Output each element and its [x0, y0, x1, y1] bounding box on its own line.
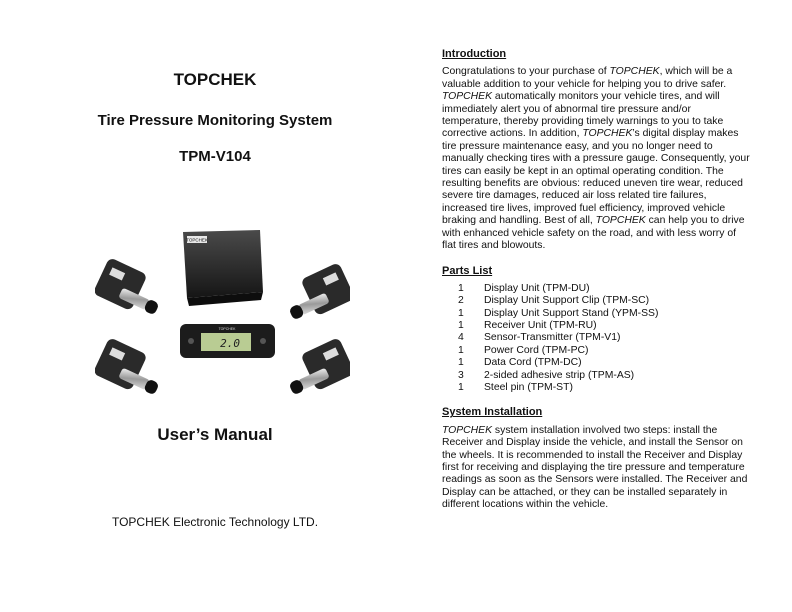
parts-list-item [442, 283, 752, 295]
part-name: Display Unit Support Stand (YPM-SS) [484, 307, 659, 319]
display-unit [180, 324, 275, 358]
receiver-logo: TOPCHEK [186, 237, 208, 243]
display-readout: 2.0 [220, 337, 240, 350]
parts-list [442, 283, 752, 395]
part-quantity: 3 [458, 369, 464, 381]
part-quantity: 1 [458, 307, 464, 319]
part-name: Steel pin (TPM-ST) [484, 382, 573, 394]
display-logo: TOPCHEK [218, 327, 236, 331]
part-name: Data Cord (TPM-DC) [484, 357, 582, 369]
manual-title: User’s Manual [157, 425, 273, 444]
part-name: Sensor-Transmitter (TPM-V1) [484, 332, 621, 344]
brand-name-italic: TOPCHEK [582, 128, 633, 140]
parts-list-item [442, 320, 752, 332]
introduction-heading: Introduction [442, 48, 507, 60]
part-quantity: 1 [458, 357, 464, 369]
receiver-unit [183, 230, 263, 306]
parts-list-item [442, 295, 752, 307]
product-subtitle: Tire Pressure Monitoring System [97, 112, 333, 129]
system-installation-heading: System Installation [442, 406, 543, 419]
text-segment: can help you to drive with enhanced vehicle safety on the road, and with less worry of flat tires and blowouts. [442, 215, 745, 252]
sensor-transmitter-3 [95, 337, 168, 400]
part-quantity: 4 [458, 332, 464, 344]
part-name: Display Unit (TPM-DU) [484, 282, 590, 294]
brand-name-italic: TOPCHEK [442, 424, 493, 436]
part-name: Receiver Unit (TPM-RU) [484, 320, 597, 332]
introduction-text [442, 66, 752, 252]
part-name: Display Unit Support Clip (TPM-SC) [484, 295, 650, 307]
content-column [442, 48, 752, 512]
parts-list-item [442, 308, 752, 320]
model-number: TPM-V104 [179, 148, 251, 165]
system-installation-section [442, 406, 752, 511]
sensor-transmitter-1 [95, 257, 168, 321]
system-installation-text [442, 425, 752, 512]
text-segment: automatically monitors your vehicle tires, and will immediately alert you of abnormal tire pressure and/or temperature, thereby providing timely warnings to you to take corrective actions. In addition, [442, 91, 724, 140]
company-name: TOPCHEK Electronic Technology LTD. [111, 515, 319, 529]
part-quantity: 1 [458, 344, 464, 356]
parts-list-heading: Parts List [442, 264, 493, 277]
text-segment: system installation involved two steps: install the Receiver and Display inside the vehicle, and install the Sensor on the wheels. It is recommended to install the Receiver and Display first for receiving and displaying the tire pressure and temperature readings as soon as the Sensors were installed. The Receiver and Display can be attached, or they can be installed separately in different locations within the vehicle. [442, 424, 748, 511]
brand-title: TOPCHEK [173, 70, 257, 89]
text-segment: Congratulations to your purchase of [442, 66, 610, 78]
part-name: 2-sided adhesive strip (TPM-AS) [484, 369, 635, 381]
parts-list-item [442, 332, 752, 344]
parts-list-item [442, 382, 752, 394]
introduction-section [442, 48, 752, 253]
text-segment: , which will be a valuable addition to your vehicle for helping you to drive safer. [442, 66, 733, 90]
sensor-transmitter-4 [280, 337, 350, 400]
parts-list-item [442, 370, 752, 382]
parts-list-section [442, 265, 752, 395]
brand-name-italic: TOPCHEK [595, 215, 646, 227]
part-name: Power Cord (TPM-PC) [484, 344, 589, 356]
brand-name-italic: TOPCHEK [442, 91, 493, 103]
sensor-transmitter-2 [280, 262, 350, 326]
part-quantity: 1 [458, 382, 464, 394]
part-quantity: 1 [458, 282, 464, 294]
part-quantity: 1 [458, 320, 464, 332]
part-quantity: 2 [458, 295, 464, 307]
parts-list-item [442, 357, 752, 369]
brand-name-italic: TOPCHEK [609, 66, 660, 78]
product-photo [95, 220, 350, 400]
parts-list-item [442, 345, 752, 357]
text-segment: ’s digital display makes tire pressure maintenance easy, and you no longer need to manually checking tires with a pressure gauge. Consequently, your tires can easily be kept in an optimal operating condition. The resulting benefits are obvious: reduced uneven tire wear, reduced severe tire damages, reduced air loss related tire failures, increased tire lives, improved fuel efficiency, improved vehicle braking and handling. Best of all, [442, 128, 750, 227]
